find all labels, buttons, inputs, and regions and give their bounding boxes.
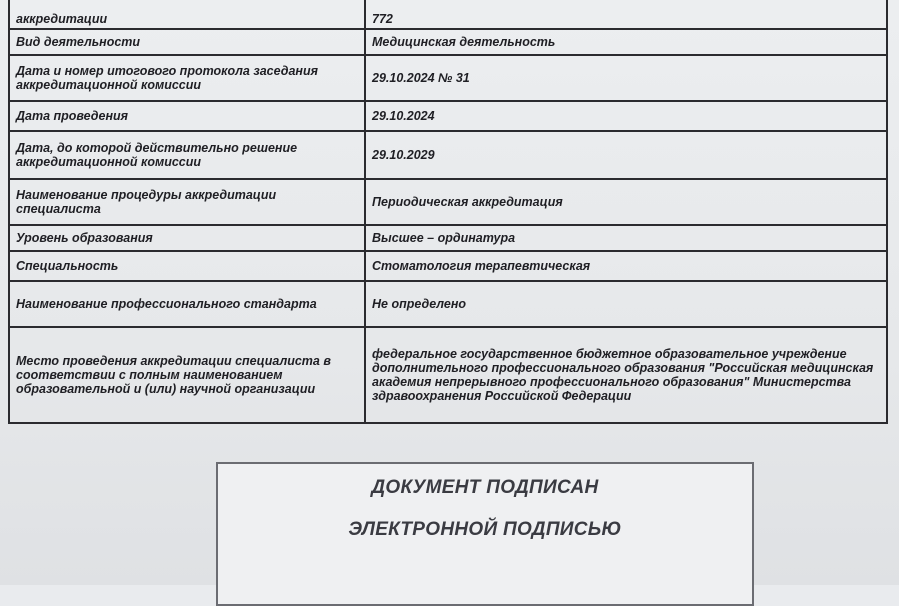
table-row — [9, 327, 887, 423]
row-value: 29.10.2024 — [365, 101, 887, 131]
stamp-line-1: ДОКУМЕНТ ПОДПИСАН — [371, 477, 599, 498]
table-row — [9, 101, 887, 131]
row-value: Высшее – ординатура — [365, 225, 887, 251]
electronic-signature-stamp — [216, 462, 754, 606]
row-value: 772 — [365, 0, 887, 29]
row-label: аккредитации — [9, 0, 365, 29]
row-label: Уровень образования — [9, 225, 365, 251]
row-label: Специальность — [9, 251, 365, 281]
row-label: Наименование процедуры аккредитации специалиста — [9, 179, 365, 225]
table-row — [9, 0, 887, 29]
row-label: Вид деятельности — [9, 29, 365, 55]
row-value: Стоматология терапевтическая — [365, 251, 887, 281]
row-value: Периодическая аккредитация — [365, 179, 887, 225]
table-row — [9, 251, 887, 281]
table-row — [9, 281, 887, 327]
table-row — [9, 29, 887, 55]
stamp-line-2: ЭЛЕКТРОННОЙ ПОДПИСЬЮ — [348, 519, 622, 540]
row-value: 29.10.2029 — [365, 131, 887, 179]
row-label: Дата и номер итогового протокола заседания аккредитационной комиссии — [9, 55, 365, 101]
table-row — [9, 131, 887, 179]
table-row — [9, 179, 887, 225]
row-value: Не определено — [365, 281, 887, 327]
table-row — [9, 55, 887, 101]
row-value: федеральное государственное бюджетное образовательное учреждение дополнительного профессионального образования "Российская медицинская академия непрерывного профессионального образования" Министерства здравоохранения Российской Федерации — [365, 327, 887, 423]
table-row — [9, 225, 887, 251]
row-label: Место проведения аккредитации специалиста в соответствии с полным наименованием образовательной и (или) научной организации — [9, 327, 365, 423]
row-label: Дата проведения — [9, 101, 365, 131]
row-label: Дата, до которой действительно решение аккредитационной комиссии — [9, 131, 365, 179]
accreditation-table — [8, 0, 888, 424]
row-value: 29.10.2024 № 31 — [365, 55, 887, 101]
row-value: Медицинская деятельность — [365, 29, 887, 55]
row-label: Наименование профессионального стандарта — [9, 281, 365, 327]
